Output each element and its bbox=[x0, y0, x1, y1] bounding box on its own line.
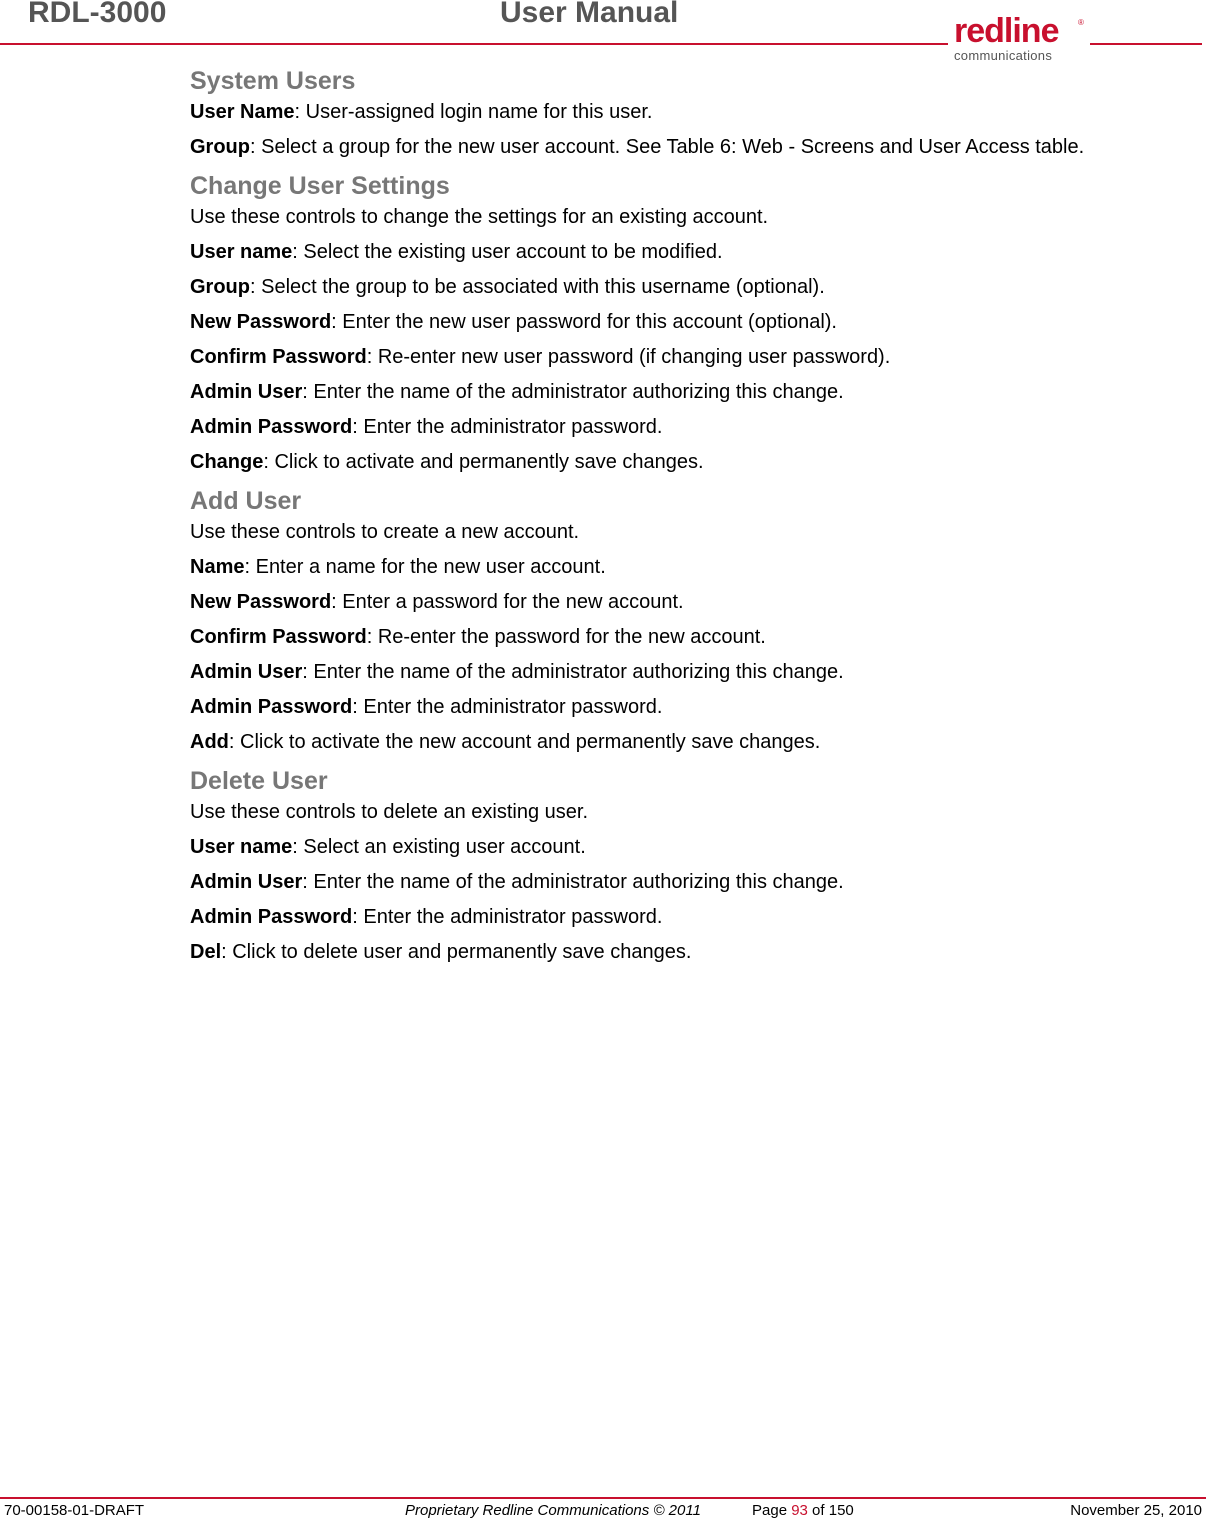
logo-subtitle: communications bbox=[954, 48, 1053, 63]
field-description: : Select the group to be associated with this username (optional). bbox=[250, 276, 825, 298]
field-term: New Password bbox=[190, 311, 332, 333]
field-description: Use these controls to change the settings for an existing account. bbox=[190, 206, 769, 228]
field-description: : Enter the new user password for this account (optional). bbox=[331, 311, 837, 333]
field-description: : Click to activate the new account and permanently save changes. bbox=[228, 731, 821, 753]
field-description: : Enter the name of the administrator authorizing this change. bbox=[302, 381, 844, 403]
footer-rule bbox=[0, 1497, 1206, 1499]
document-id: RDL-3000 bbox=[28, 0, 167, 29]
definition-paragraph bbox=[190, 346, 1120, 369]
field-term: Change bbox=[190, 451, 264, 473]
logo-wordmark: redline bbox=[954, 12, 1059, 50]
field-term: Group bbox=[190, 136, 250, 158]
field-description: : Click to delete user and permanently save changes. bbox=[221, 941, 692, 963]
field-term: Confirm Password bbox=[190, 626, 367, 648]
field-term: Admin Password bbox=[190, 416, 353, 438]
page-number: 93 bbox=[791, 1502, 808, 1519]
page-prefix: Page bbox=[752, 1502, 792, 1519]
logo-registered-mark: ® bbox=[1078, 18, 1084, 27]
definition-paragraph bbox=[190, 136, 1120, 159]
page-content bbox=[190, 66, 1120, 976]
field-description: : Click to activate and permanently save changes. bbox=[263, 451, 704, 473]
definition-paragraph bbox=[190, 101, 1120, 124]
field-description: : Select a group for the new user account. See Table 6: Web - Screens and User Access table. bbox=[250, 136, 1085, 158]
definition-paragraph bbox=[190, 451, 1120, 474]
field-description: : Enter the administrator password. bbox=[352, 696, 663, 718]
field-description: : Re-enter the password for the new account. bbox=[366, 626, 766, 648]
field-term: Del bbox=[190, 941, 222, 963]
field-term: Group bbox=[190, 276, 250, 298]
field-description: : User-assigned login name for this user. bbox=[294, 101, 653, 123]
field-term: Admin Password bbox=[190, 906, 353, 928]
header-rule-left bbox=[0, 43, 948, 45]
definition-paragraph bbox=[190, 241, 1120, 264]
page-suffix: of 150 bbox=[807, 1502, 854, 1519]
definition-paragraph bbox=[190, 871, 1120, 894]
definition-paragraph bbox=[190, 696, 1120, 719]
definition-paragraph bbox=[190, 906, 1120, 929]
field-description: Use these controls to create a new account. bbox=[190, 521, 580, 543]
field-term: User name bbox=[190, 241, 293, 263]
field-description: : Enter the administrator password. bbox=[352, 906, 663, 928]
field-description: : Enter the name of the administrator authorizing this change. bbox=[302, 871, 844, 893]
field-term: Name bbox=[190, 556, 245, 578]
field-term: User Name bbox=[190, 101, 295, 123]
field-description: : Re-enter new user password (if changing user password). bbox=[366, 346, 891, 368]
field-description: Use these controls to delete an existing user. bbox=[190, 801, 589, 823]
definition-paragraph bbox=[190, 626, 1120, 649]
definition-paragraph bbox=[190, 521, 1120, 544]
field-term: Confirm Password bbox=[190, 346, 367, 368]
section-heading: Change User Settings bbox=[190, 172, 450, 200]
field-description: : Enter a name for the new user account. bbox=[244, 556, 606, 578]
field-term: Admin User bbox=[190, 871, 303, 893]
section-heading: Add User bbox=[190, 487, 302, 515]
field-description: : Select an existing user account. bbox=[292, 836, 586, 858]
field-term: Admin User bbox=[190, 381, 303, 403]
field-term: New Password bbox=[190, 591, 332, 613]
field-term: User name bbox=[190, 836, 293, 858]
field-description: : Enter the administrator password. bbox=[352, 416, 663, 438]
definition-paragraph bbox=[190, 661, 1120, 684]
field-description: : Select the existing user account to be modified. bbox=[292, 241, 723, 263]
definition-paragraph bbox=[190, 836, 1120, 859]
footer-doc-number: 70-00158-01-DRAFT bbox=[4, 1502, 145, 1519]
definition-paragraph bbox=[190, 276, 1120, 299]
section-heading: System Users bbox=[190, 67, 356, 95]
header-rule-right bbox=[1090, 43, 1202, 45]
redline-logo bbox=[954, 14, 1086, 64]
definition-paragraph bbox=[190, 941, 1120, 964]
definition-paragraph bbox=[190, 416, 1120, 439]
definition-paragraph bbox=[190, 556, 1120, 579]
definition-paragraph bbox=[190, 311, 1120, 334]
footer-date: November 25, 2010 bbox=[1070, 1502, 1202, 1519]
field-description: : Enter the name of the administrator authorizing this change. bbox=[302, 661, 844, 683]
definition-paragraph bbox=[190, 731, 1120, 754]
document-title: User Manual bbox=[500, 0, 679, 29]
definition-paragraph bbox=[190, 801, 1120, 824]
section-heading: Delete User bbox=[190, 767, 328, 795]
footer-page-number bbox=[752, 1502, 854, 1519]
field-description: : Enter a password for the new account. bbox=[331, 591, 684, 613]
field-term: Add bbox=[190, 731, 229, 753]
definition-paragraph bbox=[190, 381, 1120, 404]
definition-paragraph bbox=[190, 591, 1120, 614]
footer-proprietary: Proprietary Redline Communications © 2011 bbox=[405, 1502, 701, 1519]
field-term: Admin User bbox=[190, 661, 303, 683]
field-term: Admin Password bbox=[190, 696, 353, 718]
definition-paragraph bbox=[190, 206, 1120, 229]
